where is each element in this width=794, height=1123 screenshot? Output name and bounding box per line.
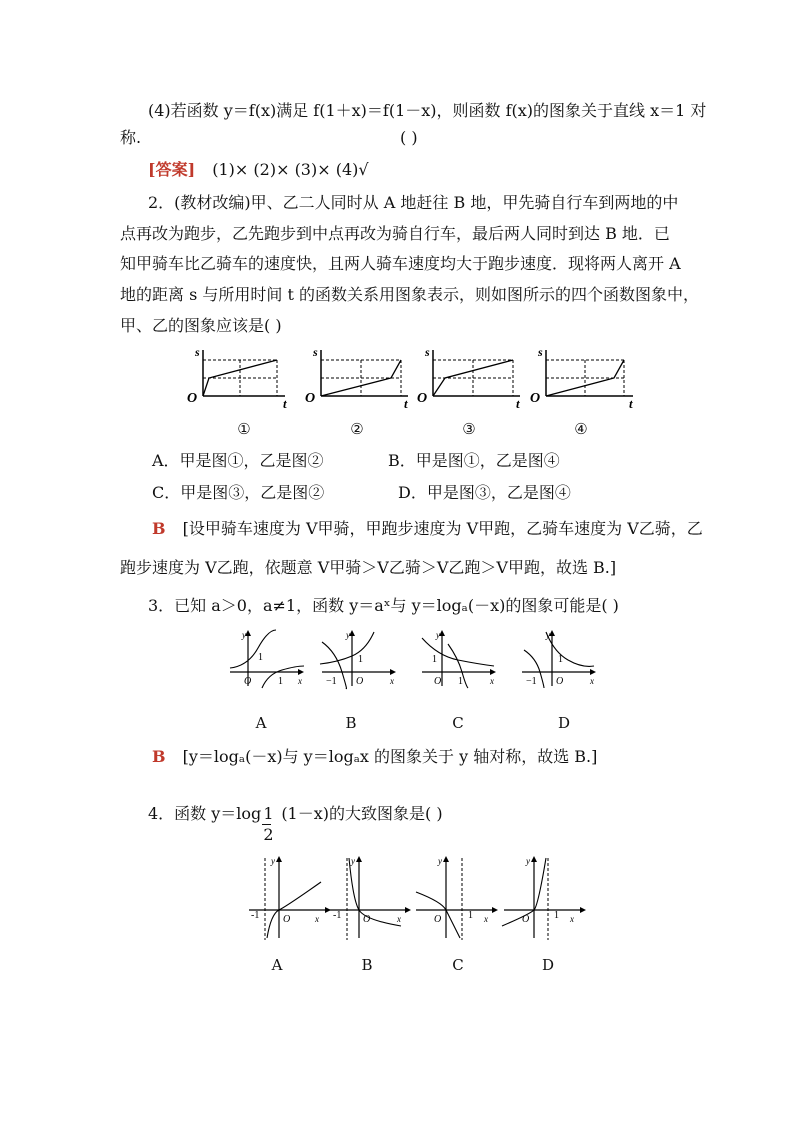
q2-line4: 地的距离 s 与所用时间 t 的函数关系用图象表示，则如图所示的四个函数图象中， bbox=[120, 285, 699, 304]
q2-fig-label-1: ① bbox=[237, 420, 251, 438]
svg-text:x: x bbox=[484, 914, 488, 924]
axis-o: O bbox=[187, 391, 198, 406]
q3-figure-c bbox=[418, 628, 498, 690]
axis-o: O bbox=[417, 391, 428, 406]
q2-line3: 知甲骑车比乙骑车的速度快，且两人骑车速度均大于跑步速度．现将两人离开 A bbox=[120, 254, 681, 273]
q4-figure-a bbox=[245, 852, 335, 942]
q4-fig-label-c: C bbox=[452, 956, 464, 974]
answer-block bbox=[148, 160, 369, 180]
axis-o: O bbox=[530, 391, 541, 406]
svg-text:−1: −1 bbox=[326, 676, 337, 687]
axis-t: t bbox=[404, 396, 408, 411]
svg-text:y: y bbox=[271, 856, 275, 866]
svg-text:y: y bbox=[436, 630, 440, 640]
q2-figure-4 bbox=[528, 342, 643, 412]
q2-option-a: A．甲是图①，乙是图② bbox=[152, 451, 324, 470]
svg-text:x: x bbox=[490, 676, 494, 686]
q2-answer-letter: B bbox=[152, 519, 166, 538]
axis-s: s bbox=[425, 345, 430, 359]
q4-figure-b bbox=[325, 852, 415, 942]
q2-figure-1 bbox=[185, 342, 295, 412]
q2-figure-2 bbox=[303, 342, 418, 412]
axis-s: s bbox=[538, 345, 543, 359]
q3-answer-letter: B bbox=[152, 747, 166, 766]
svg-text:O: O bbox=[522, 914, 530, 925]
q3-fig-label-a: A bbox=[255, 714, 267, 732]
svg-text:1: 1 bbox=[558, 654, 563, 665]
answer-label: [答案] bbox=[148, 160, 196, 179]
q3-explain-text: [y＝logₐ(－x)与 y＝logₐx 的图象关于 y 轴对称，故选 B.] bbox=[182, 747, 598, 766]
q2-explain-line1 bbox=[152, 519, 703, 539]
q4-frac-num: 1 bbox=[263, 804, 274, 823]
svg-text:x: x bbox=[315, 914, 319, 924]
answer-items: (1)× (2)× (3)× (4)√ bbox=[212, 160, 369, 179]
svg-text:y: y bbox=[526, 856, 530, 866]
svg-text:y: y bbox=[438, 856, 442, 866]
svg-text:1: 1 bbox=[458, 676, 463, 687]
q-part4-line2: 称. bbox=[120, 128, 142, 147]
svg-text:O: O bbox=[434, 914, 442, 925]
q4-stem-a: 4．函数 y＝log bbox=[148, 804, 262, 823]
svg-text:1: 1 bbox=[554, 910, 559, 921]
svg-text:1: 1 bbox=[358, 654, 363, 665]
q3-figure-a bbox=[226, 628, 306, 690]
axis-o: O bbox=[305, 391, 316, 406]
q2-option-d: D．甲是图③，乙是图④ bbox=[398, 483, 571, 502]
svg-text:O: O bbox=[363, 914, 371, 925]
q2-fig-label-2: ② bbox=[350, 420, 364, 438]
q3-fig-label-d: D bbox=[557, 714, 571, 732]
svg-text:-1: -1 bbox=[333, 910, 342, 921]
svg-text:1: 1 bbox=[468, 910, 473, 921]
svg-text:−1: −1 bbox=[526, 676, 537, 687]
svg-text:x: x bbox=[590, 676, 594, 686]
q-part4-paren: ( ) bbox=[400, 128, 418, 147]
svg-text:1: 1 bbox=[258, 652, 263, 663]
svg-text:y: y bbox=[242, 630, 246, 640]
svg-text:O: O bbox=[244, 676, 252, 687]
q4-figure-c bbox=[412, 852, 502, 942]
axis-t: t bbox=[516, 396, 520, 411]
q2-line2: 点再改为跑步，乙先跑步到中点再改为骑自行车，最后两人同时到达 B 地．已 bbox=[120, 224, 670, 243]
svg-text:O: O bbox=[556, 676, 564, 687]
q2-line1: 2．(教材改编)甲、乙二人同时从 A 地赶往 B 地，甲先骑自行车到两地的中 bbox=[148, 193, 679, 212]
axis-t: t bbox=[629, 396, 633, 411]
q2-fig-label-3: ③ bbox=[462, 420, 476, 438]
svg-text:x: x bbox=[397, 914, 401, 924]
axis-t: t bbox=[283, 396, 287, 411]
q4-fig-label-a: A bbox=[271, 956, 283, 974]
q4-figure-d bbox=[500, 852, 590, 942]
q2-line5: 甲、乙的图象应该是( ) bbox=[120, 316, 282, 335]
svg-text:1: 1 bbox=[432, 654, 437, 665]
q4-fraction bbox=[261, 804, 274, 844]
q2-explain-line2: 跑步速度为 V乙跑，依题意 V甲骑＞V乙骑＞V乙跑＞V甲跑，故选 B.] bbox=[120, 558, 617, 577]
q4-fig-label-b: B bbox=[361, 956, 373, 974]
svg-text:O: O bbox=[356, 676, 364, 687]
q3-figure-b bbox=[318, 628, 398, 690]
svg-text:y: y bbox=[546, 630, 550, 640]
q3-fig-label-b: B bbox=[345, 714, 357, 732]
svg-text:-1: -1 bbox=[251, 910, 260, 921]
axis-s: s bbox=[313, 345, 318, 359]
q4-fig-label-d: D bbox=[541, 956, 555, 974]
q-part4-line1: (4)若函数 y＝f(x)满足 f(1＋x)＝f(1－x)，则函数 f(x)的图象关于直线 x＝1 对 bbox=[148, 101, 707, 120]
q4-frac-den: 2 bbox=[263, 825, 274, 844]
q3-fig-label-c: C bbox=[452, 714, 464, 732]
svg-text:y: y bbox=[346, 630, 350, 640]
svg-text:x: x bbox=[570, 914, 574, 924]
q2-option-b: B．甲是图①，乙是图④ bbox=[388, 451, 560, 470]
q3-stem: 3．已知 a＞0，a≠1，函数 y＝aˣ与 y＝logₐ(－x)的图象可能是( ) bbox=[148, 596, 619, 615]
axis-s: s bbox=[195, 345, 200, 359]
q4-stem bbox=[148, 804, 443, 844]
q4-stem-b: (1－x)的大致图象是( ) bbox=[281, 804, 443, 823]
svg-text:x: x bbox=[390, 676, 394, 686]
q3-figure-d bbox=[518, 628, 598, 690]
svg-text:y: y bbox=[351, 856, 355, 866]
q2-fig-label-4: ④ bbox=[574, 420, 588, 438]
q2-figure-3 bbox=[415, 342, 530, 412]
q2-option-c: C．甲是图③，乙是图② bbox=[152, 483, 325, 502]
svg-text:O: O bbox=[434, 676, 442, 687]
q3-explain bbox=[152, 747, 597, 767]
svg-text:1: 1 bbox=[278, 676, 283, 687]
svg-text:x: x bbox=[298, 676, 302, 686]
q2-explain-text1: [设甲骑车速度为 V甲骑，甲跑步速度为 V甲跑，乙骑车速度为 V乙骑，乙 bbox=[182, 519, 703, 538]
svg-text:O: O bbox=[283, 914, 291, 925]
